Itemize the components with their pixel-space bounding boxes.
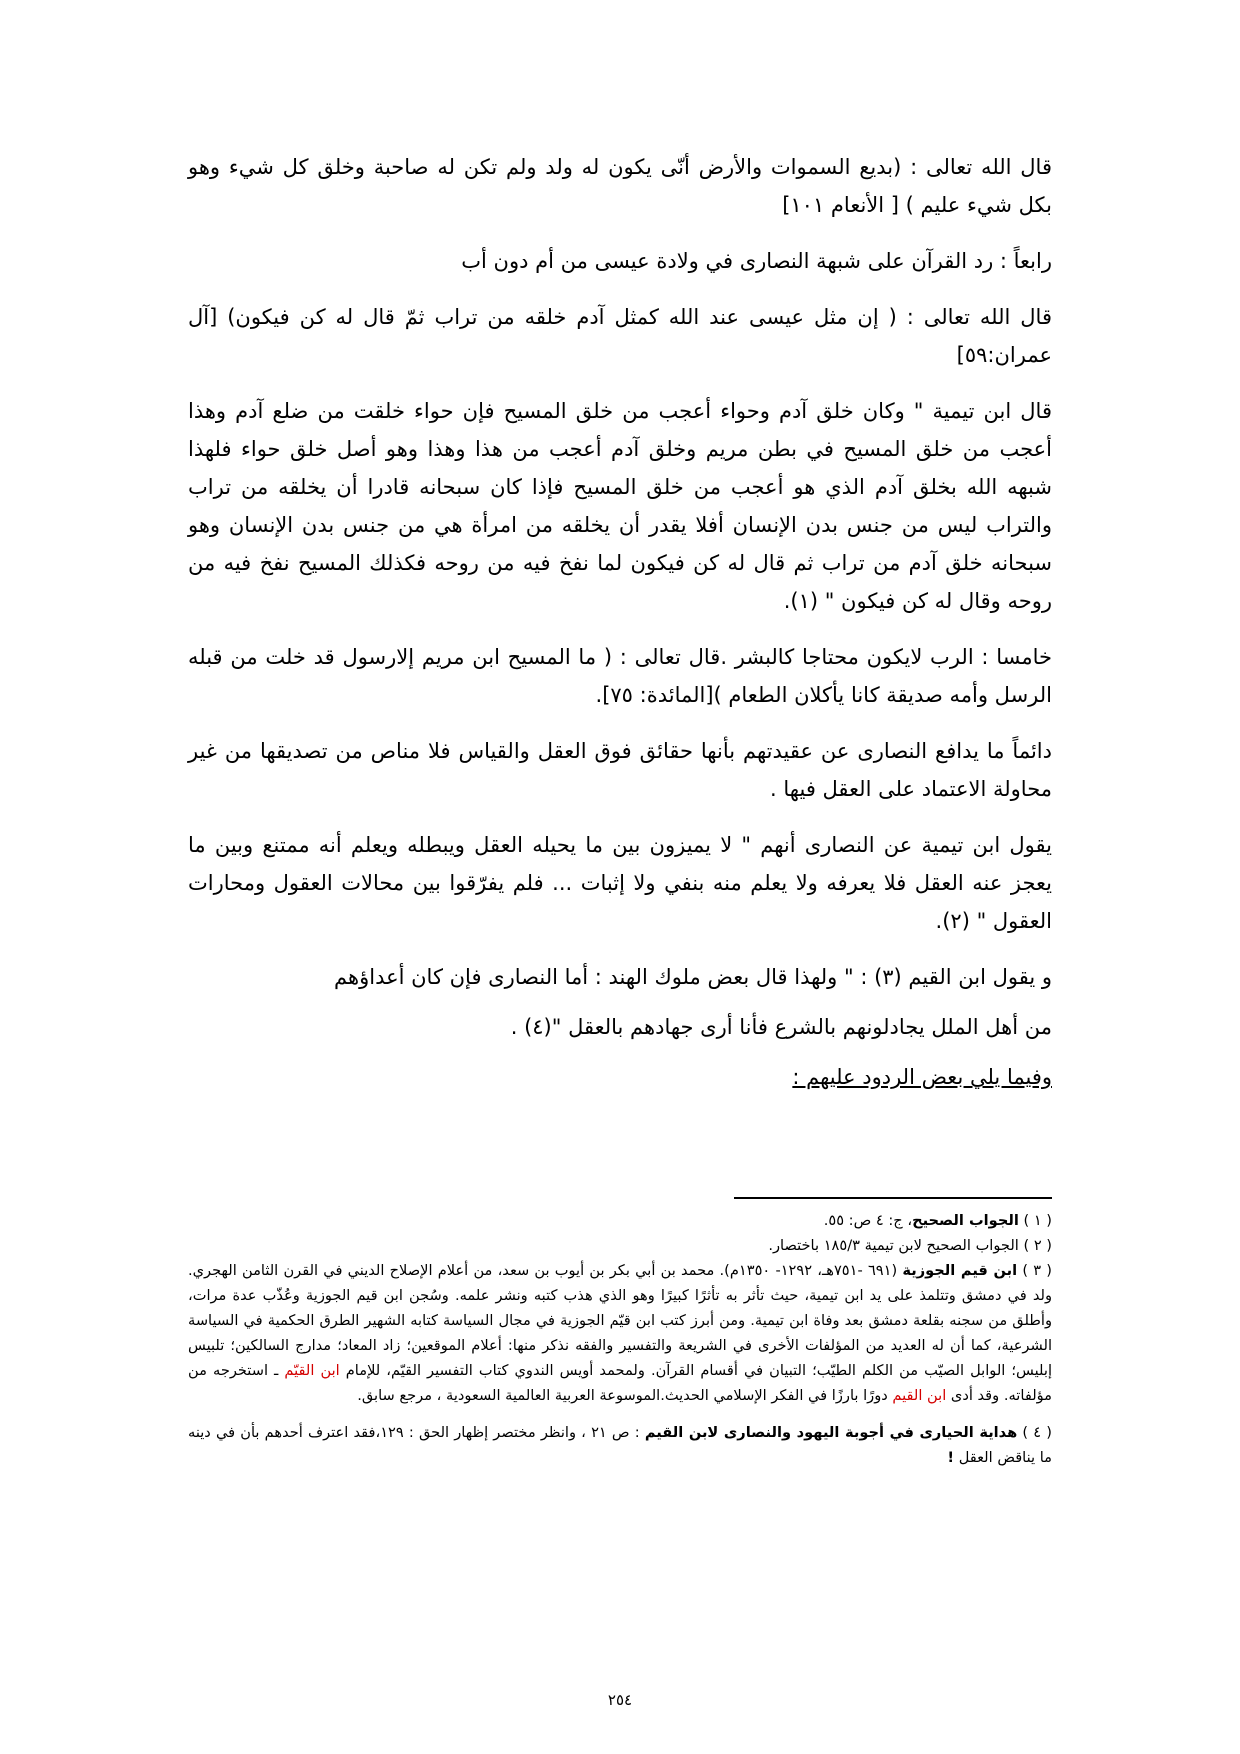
footnote-text: دورًا بارزًا في الفكر الإسلامي الحديث.الموسوعة العربية العالمية السعودية ، مرجع سابق. — [357, 1387, 893, 1404]
paragraph-verse-al-imran: قال الله تعالى : ( إن مثل عيسى عند الله كمثل آدم خلقه من تراب ثمّ قال له كن فيكون) [آل عمران:٥٩] — [188, 305, 1052, 367]
paragraph-fifth-point: خامسا : الرب لايكون محتاجا كالبشر .قال تعالى : ( ما المسيح ابن مريم إلارسول قد خلت من قبله الرسل وأمه صديقة كانا يأكلان الطعام )[المائدة: ٧٥]. — [188, 645, 1052, 707]
paragraph-ibn-qayyim-quote: و يقول ابن القيم (٣) : " ولهذا قال بعض ملوك الهند : أما النصارى فإن كان أعداؤهم — [334, 965, 1052, 989]
footnotes — [188, 1208, 1052, 1470]
footnote-link-red[interactable]: ابن القيم — [892, 1387, 947, 1404]
underlined-text: وفيما يلي بعض الردود عليهم : — [792, 1065, 1052, 1089]
footnote-2 — [188, 1233, 1052, 1258]
paragraph-verse-anam: قال الله تعالى : (بديع السموات والأرض أنّى يكون له ولد ولم تكن له صاحبة وخلق كل شيء وهو بكل شيء عليم ) [ الأنعام ١٠١] — [188, 155, 1052, 217]
footnote-mark: ( ٤ ) — [1022, 1424, 1053, 1441]
footnote-text: الجواب الصحيح لابن تيمية ١٨٥/٣ باختصار. — [768, 1237, 1019, 1254]
footnote-source-bold: الجواب الصحيح — [912, 1212, 1019, 1229]
footnote-source-bold: هداية الحيارى في أجوبة اليهود والنصارى لابن القيم — [644, 1424, 1018, 1441]
footnote-4 — [188, 1420, 1052, 1470]
footnote-link-red[interactable]: ابن القيّم — [284, 1362, 340, 1379]
heading-fourth-point: رابعاً : رد القرآن على شبهة النصارى في ولادة عيسى من أم دون أب — [461, 249, 1052, 273]
footnote-mark: ( ١ ) — [1023, 1212, 1052, 1229]
footnote-separator — [734, 1197, 1052, 1199]
footnote-source-bold: ابن قيم الجوزية — [902, 1262, 1018, 1279]
paragraph-ibn-qayyim-quote-cont: من أهل الملل يجادلونهم بالشرع فأنا أرى جهادهم بالعقل "(٤) . — [510, 1015, 1052, 1039]
footnote-text: ، ج: ٤ ص: ٥٥. — [823, 1212, 913, 1229]
footnote-end-mark: ! — [947, 1449, 955, 1466]
footnote-text: : ص ٢١ ، وانظر مختصر إظهار الحق : ١٢٩،فقد اعترف أحدهم بأن في دينه ما يناقض العقل — [188, 1424, 1052, 1466]
page-number: ٢٥٤ — [607, 1691, 633, 1709]
underlined-transition — [188, 1058, 1052, 1096]
footnote-text: ـ استخرجه من مؤلفاته. وقد أدى — [188, 1362, 1052, 1404]
footnote-3 — [188, 1258, 1052, 1408]
footnote-mark: ( ٣ ) — [1022, 1262, 1052, 1279]
main-text — [188, 148, 1052, 1114]
paragraph-ibn-taymiyyah-quote: قال ابن تيمية " وكان خلق آدم وحواء أعجب من خلق المسيح فإن حواء خلقت من ضلع آدم وهذا أعجب من خلق المسيح في بطن مريم وخلق آدم أعجب من هذا وهذا وهو أصل خلق حواء فلهذا شبهه الله بخلق آدم الذي هو أعجب من خلق المسيح فإذا كان سبحانه قادرا أن يخلقه من تراب والتراب ليس من جنس بدن الإنسان أفلا يقدر أن يخلقه من امرأة هي من جنس بدن الإنسان وهو سبحانه خلق آدم من تراب ثم قال له كن فيكون لما نفخ فيه من روحه فكذلك المسيح نفخ فيه من روحه وقال له كن فيكون " (١). — [188, 399, 1052, 613]
paragraph-ibn-taymiyyah-reason: يقول ابن تيمية عن النصارى أنهم " لا يميزون بين ما يحيله العقل ويبطله ويعلم أنه ممتنع وبين ما يعجز عنه العقل فلا يعرفه ولا يعلم منه بنفي ولا إثبات ... فلم يفرّقوا بين محالات العقول ومحارات العقول " (٢). — [188, 833, 1052, 933]
paragraph-reason-defense: دائماً ما يدافع النصارى عن عقيدتهم بأنها حقائق فوق العقل والقياس فلا مناص من تصديقها من غير محاولة الاعتماد على العقل فيها . — [188, 739, 1052, 801]
footnote-mark: ( ٢ ) — [1023, 1237, 1052, 1254]
footnote-1 — [188, 1208, 1052, 1233]
footnote-text: (٦٩١ -٧٥١هـ، ١٢٩٢- ١٣٥٠م). محمد بن أبي بكر بن أيوب بن سعد، من أعلام الإصلاح الديني في القرن الثامن الهجري. ولد في دمشق وتتلمذ على يد ابن تيمية، حيث تأثر به تأثرًا كبيرًا وهو الذي هذب كتبه ونشر علمه. وسُجن ابن قيم الجوزية وعُذّب عدة مرات، وأطلق من سجنه بقلعة دمشق بعد وفاة ابن تيمية. ومن أبرز كتب ابن قيّم الجوزية في مجال السياسة كتابه الشهير الطرق الحكمية في السياسة الشرعية، كما أن له العديد من المؤلفات الأخرى في الشريعة والتفسير والفقه نذكر منها: أعلام الموقعين؛ زاد المعاد؛ مدارج السالكين؛ تلبيس إبليس؛ الوابل الصيّب من الكلم الطيّب؛ التبيان في أقسام القرآن. ولمحمد أويس الندوي كتاب التفسير القيّم، للإمام — [188, 1262, 1052, 1379]
